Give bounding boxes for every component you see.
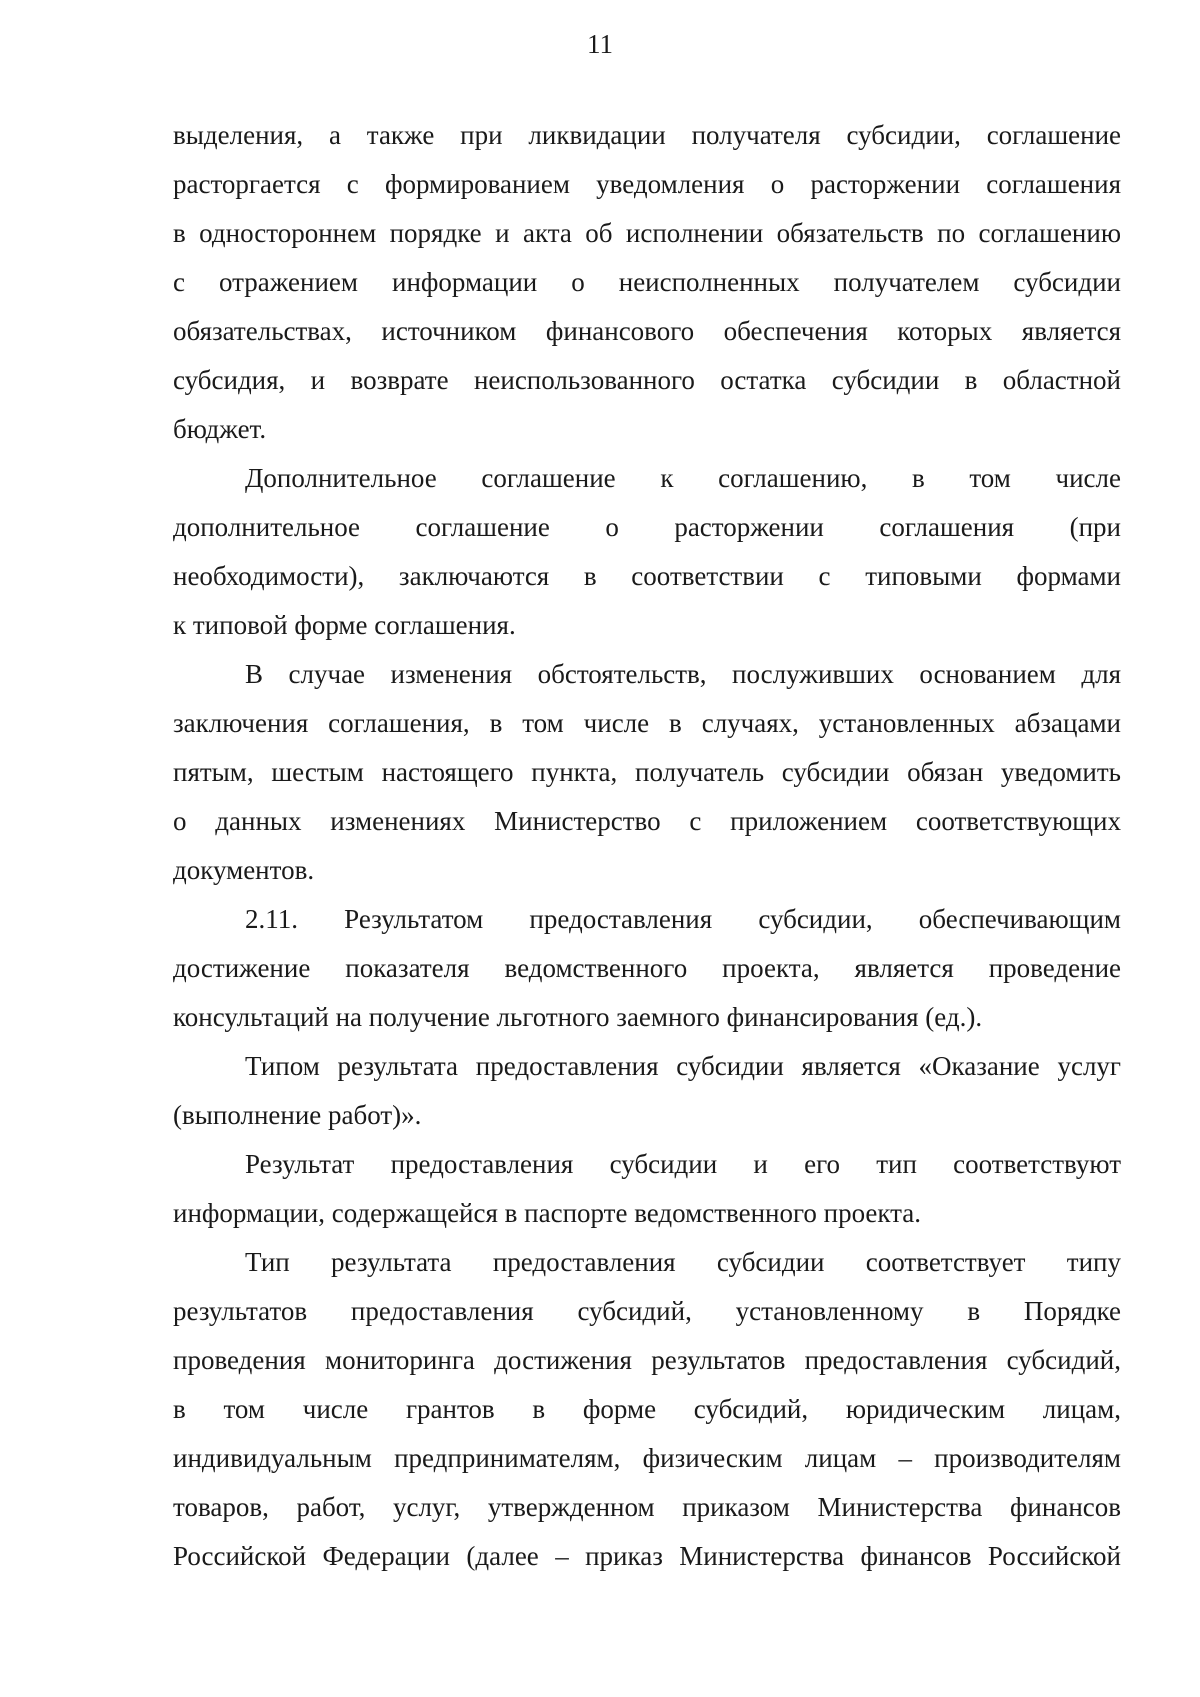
- document-body: [173, 111, 1121, 1581]
- text-line: Российской Федерации (далее – приказ Министерства финансов Российской: [173, 1541, 1121, 1571]
- text-line: 2.11. Результатом предоставления субсидии, обеспечивающим: [245, 904, 1121, 934]
- text-line: субсидия, и возврате неиспользованного остатка субсидии в областной: [173, 365, 1121, 395]
- text-line: достижение показателя ведомственного проекта, является проведение: [173, 953, 1121, 983]
- text-line: (выполнение работ)».: [173, 1100, 422, 1130]
- text-line: пятым, шестым настоящего пункта, получатель субсидии обязан уведомить: [173, 757, 1121, 787]
- text-line: о данных изменениях Министерство с приложением соответствующих: [173, 806, 1121, 836]
- text-line: выделения, а также при ликвидации получателя субсидии, соглашение: [173, 120, 1121, 150]
- text-line: расторгается с формированием уведомления о расторжении соглашения: [173, 169, 1121, 199]
- text-line: в одностороннем порядке и акта об исполнении обязательств по соглашению: [173, 218, 1121, 248]
- text-line: Типом результата предоставления субсидии является «Оказание услуг: [245, 1051, 1121, 1081]
- text-line: результатов предоставления субсидий, установленному в Порядке: [173, 1296, 1121, 1326]
- text-line: дополнительное соглашение о расторжении соглашения (при: [173, 512, 1121, 542]
- text-line: проведения мониторинга достижения результатов предоставления субсидий,: [173, 1345, 1121, 1375]
- text-line: В случае изменения обстоятельств, послуживших основанием для: [245, 659, 1121, 689]
- text-line: Дополнительное соглашение к соглашению, в том числе: [245, 463, 1121, 493]
- text-line: информации, содержащейся в паспорте ведомственного проекта.: [173, 1198, 922, 1228]
- text-line: консультаций на получение льготного заемного финансирования (ед.).: [173, 1002, 983, 1032]
- text-line: необходимости), заключаются в соответствии с типовыми формами: [173, 561, 1121, 591]
- text-line: с отражением информации о неисполненных получателем субсидии: [173, 267, 1121, 297]
- text-line: заключения соглашения, в том числе в случаях, установленных абзацами: [173, 708, 1121, 738]
- text-line: индивидуальным предпринимателям, физическим лицам – производителям: [173, 1443, 1121, 1473]
- text-line: обязательствах, источником финансового обеспечения которых является: [173, 316, 1121, 346]
- text-line: бюджет.: [173, 414, 267, 444]
- text-line: Результат предоставления субсидии и его тип соответствуют: [245, 1149, 1121, 1179]
- text-line: в том числе грантов в форме субсидий, юридическим лицам,: [173, 1394, 1121, 1424]
- text-line: Тип результата предоставления субсидии соответствует типу: [245, 1247, 1121, 1277]
- text-line: к типовой форме соглашения.: [173, 610, 516, 640]
- text-line: документов.: [173, 855, 315, 885]
- text-line: товаров, работ, услуг, утвержденном приказом Министерства финансов: [173, 1492, 1121, 1522]
- page-number: 11: [587, 29, 613, 59]
